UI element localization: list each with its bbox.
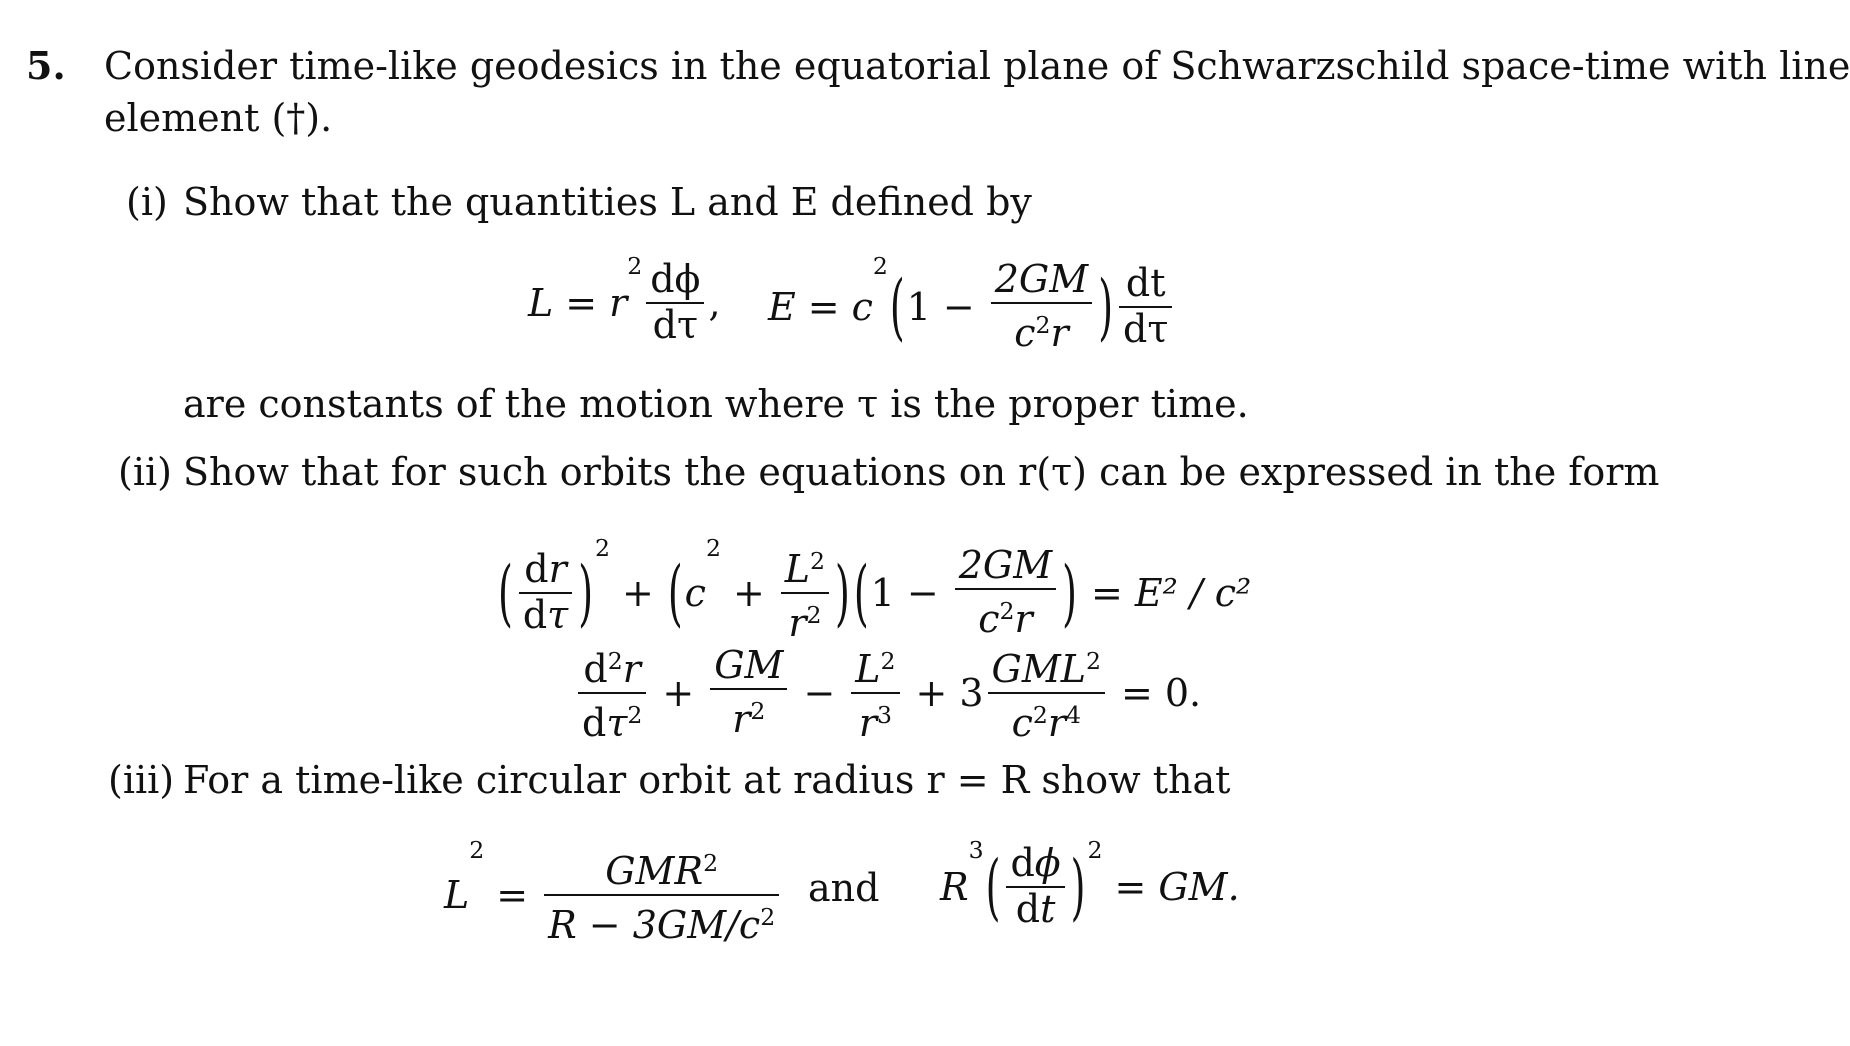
question-intro-line1: Consider time-like geodesics in the equatorial plane of Schwarzschild space-time with line	[104, 44, 1850, 88]
and-word: and	[808, 866, 880, 910]
equation-angular-momentum: L 2 = $\frac{GMR^2}{R - 3GM/c^2}$	[444, 842, 783, 947]
part-iii-label: (iii)	[108, 758, 175, 802]
part-i-label: (i)	[126, 180, 168, 224]
part-iii-text: For a time-like circular orbit at radius r = R show that	[183, 758, 1231, 802]
equation-radial: $\frac{d^2r}{d\tau^2}$ + $\frac{GM}{r^2}$ − $\frac{L^2}{r^3}$ + 3 $\frac{GML^2}{c^2r^4}$ = 0.	[574, 640, 1201, 745]
equation-kepler: R 3 ( $\frac{d\phi}{dt}$ ) 2 = GM.	[940, 836, 1240, 931]
part-i-text: Show that the quantities L and E defined by	[183, 180, 1032, 224]
fraction-dt-dtau: $\frac{dt}{d\tau}$	[1119, 262, 1172, 351]
fraction-dphi-dtau: $\frac{d\phi}{d\tau}$	[646, 258, 704, 347]
question-number: 5.	[26, 43, 66, 88]
part-ii-label: (ii)	[118, 450, 172, 494]
equation-E-definition: E = c 2 ( 1 − $\frac{2GM}{c^2r}$ ) $\frac{dt}{d\tau}$	[768, 258, 1176, 355]
equation-L-definition: L = r 2 $\frac{d\phi}{d\tau}$ ,	[528, 252, 721, 347]
part-i-after-text: are constants of the motion where τ is the proper time.	[183, 382, 1249, 426]
question-intro-line2: element (†).	[104, 96, 333, 140]
part-ii-text: Show that for such orbits the equations on r(τ) can be expressed in the form	[183, 450, 1660, 494]
equation-energy: ( $\frac{dr}{d\tau}$ ) 2 + ( c 2 + $\frac{L^2}{r^2}$ ) ( 1 − $\frac{2GM}{c^2r}$ ) = E² / c²	[498, 534, 1252, 645]
